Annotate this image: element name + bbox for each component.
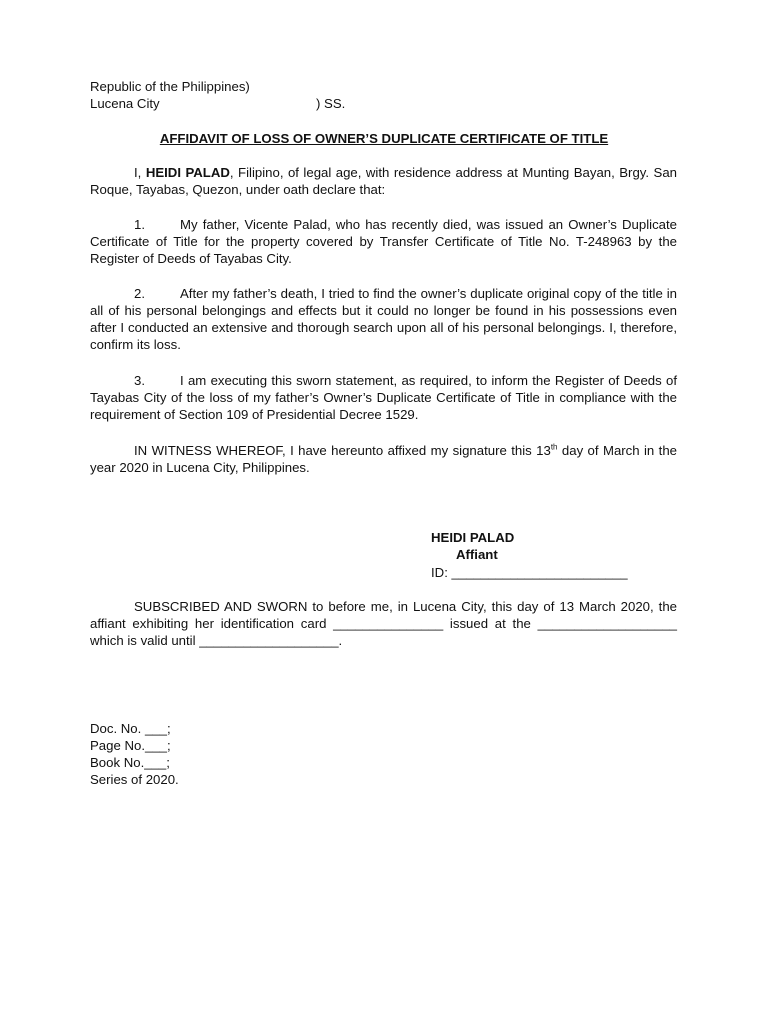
venue-place: Lucena City [90,96,160,111]
item-2-number: 2. [134,286,145,301]
doc-number: Doc. No. ___; [90,721,171,736]
book-number: Book No.___; [90,755,170,770]
affiant-name: HEIDI PALAD [145,165,230,180]
jurat-paragraph: SUBSCRIBED AND SWORN to before me, in Lucena City, this day of 13 March 2020, the affiant exhibiting her identification card _______________ issued at the ___________________ which is valid until ___________________. [90,599,677,648]
witness-paragraph [90,442,677,476]
document-title: AFFIDAVIT OF LOSS OF OWNER’S DUPLICATE CERTIFICATE OF TITLE [159,131,609,146]
series-year: Series of 2020. [90,772,179,787]
intro-paragraph [90,164,677,198]
witness-text-after: day of March in the year 2020 in Lucena City, Philippines. [90,443,677,475]
item-1-text: My father, Vicente Palad, who has recently died, was issued an Owner’s Duplicate Certificate of Title for the property covered by Transfer Certificate of Title No. T-248963 by the Register of Deeds of Tayabas City. [90,217,677,266]
signatory-name: HEIDI PALAD [431,530,515,545]
item-2-paragraph [90,285,677,353]
page-number: Page No.___; [90,738,171,753]
signatory-id-line: ID: ________________________ [431,565,628,580]
item-3-text: I am executing this sworn statement, as required, to inform the Register of Deeds of Tayabas City of the loss of my father’s Owner’s Duplicate Certificate of Title in compliance with the requirement of Section 109 of Presidential Decree 1529. [90,373,677,422]
venue-line-1: Republic of the Philippines) [90,79,250,94]
intro-prefix: I, [134,165,146,180]
witness-text-before: IN WITNESS WHEREOF, I have hereunto affixed my signature this 13 [134,443,551,458]
item-1-paragraph [90,216,677,267]
witness-ordinal-suffix: th [550,442,558,452]
venue-ss: ) SS. [316,96,346,111]
item-1-number: 1. [134,217,145,232]
item-2-text: After my father’s death, I tried to find the owner’s duplicate original copy of the title in all of his personal belongings and effects but it could no longer be found in his possessions even after I conducted an extensive and thorough search upon all of his personal belongings. I, therefore, confirm its loss. [90,286,677,352]
signatory-role: Affiant [456,547,498,562]
intro-text: , Filipino, of legal age, with residence address at Munting Bayan, Brgy. San Roque, Tayabas, Quezon, under oath declare that: [90,165,677,197]
item-3-paragraph [90,372,677,423]
item-3-number: 3. [134,373,145,388]
